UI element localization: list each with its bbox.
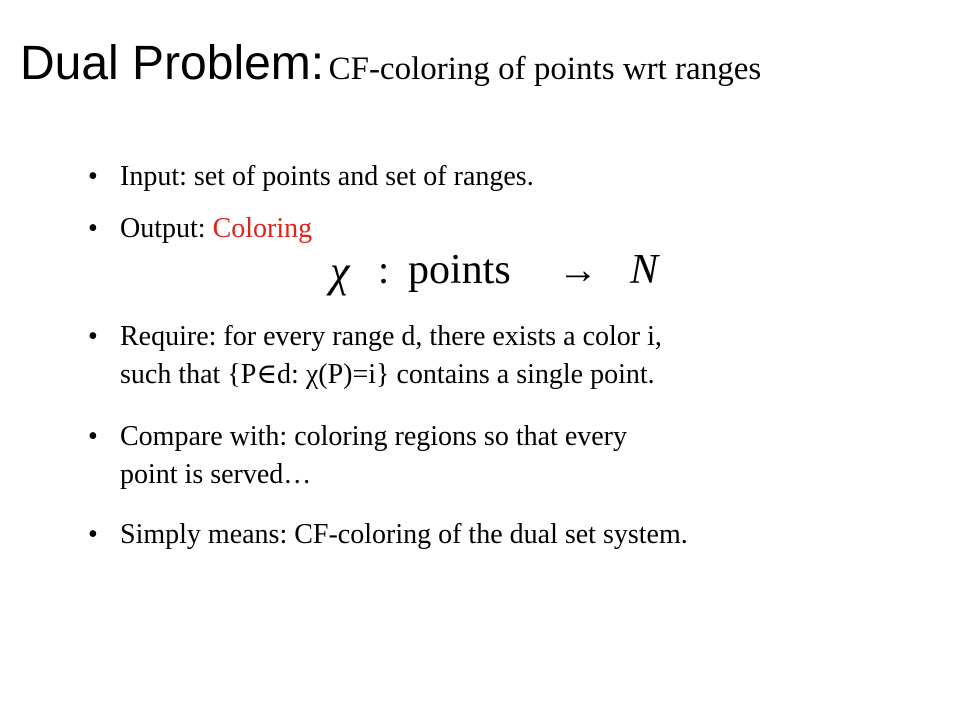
title-main: Dual Problem:	[20, 37, 325, 90]
formula-arrow: →	[558, 247, 598, 292]
bullet-dot: •	[88, 213, 98, 244]
bullet-dot: •	[88, 161, 98, 192]
bullet-text-line2: such that {P∈d: χ(P)=i} contains a single point.	[120, 359, 655, 390]
slide-title	[20, 36, 761, 91]
bullet-text-line2: point is served…	[120, 459, 312, 490]
bullet-text: Simply means: CF-coloring of the dual set system.	[120, 519, 688, 550]
bullet-text-line1: Require: for every range d, there exists a color i,	[120, 321, 662, 352]
bullet-dot: •	[88, 321, 98, 352]
formula-colon: :	[378, 247, 390, 292]
formula-codomain: N	[630, 247, 659, 293]
bullet-dot: •	[88, 519, 98, 550]
title-subtitle: CF-coloring of points wrt ranges	[328, 51, 762, 87]
bullet-text-line1: Compare with: coloring regions so that every	[120, 421, 627, 452]
bullet-text: Output:	[120, 213, 213, 244]
bullet-dot: •	[88, 421, 98, 452]
formula-domain: points	[408, 247, 511, 293]
formula-chi-symbol: χ	[330, 247, 350, 296]
bullet-text: Input: set of points and set of ranges.	[120, 161, 534, 192]
highlight-coloring: Coloring	[212, 213, 313, 244]
